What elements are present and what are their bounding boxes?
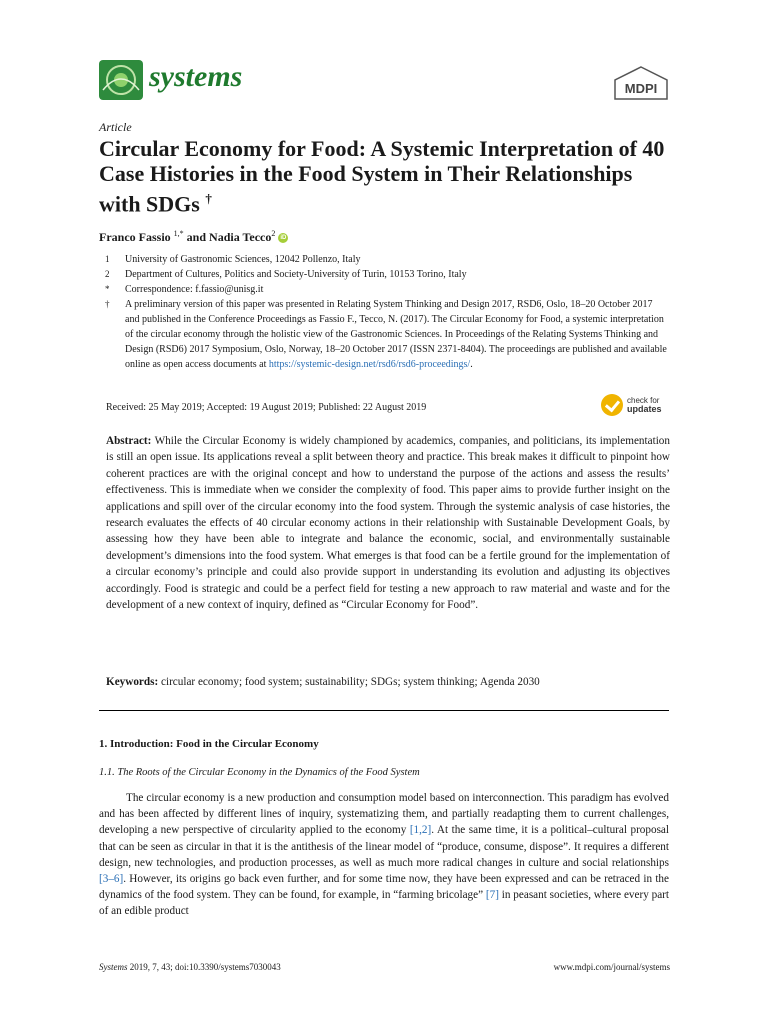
- abstract: [106, 433, 670, 613]
- abstract-text: While the Circular Economy is widely championed by academics, companies, and politicians, its implementation is still an open issue. Its applications reveal a split between theory and practice. This break makes it difficult to pinpoint how coherent practices are with the original concept and how to understand the purpose of the actions and assess the results’ effectiveness. This is immediate when we consider the complexity of food. This paper aims to provide further insight on the applications and spill over of the circular economy into the food system. Through the systemic analysis of case histories, the research evaluates the effects of 40 circular economy actions in their relationship with Sustainable Development Goals, by assessing how they have been able to integrate and balance the economic, social, and environmentally sustainable development’s dimensions into the food system. What emerges is that food can be a fertile ground for the implementation of a circular economy’s principle and could also provide support in understanding its evolution and adjusting its objectives accordingly. Food is strategic and could be a perfect field for testing a new approach to raw material and waste and for the development of a new context of inquiry, defined as “Circular Economy for Food”.: [106, 435, 670, 612]
- body-paragraph: The circular economy is a new production and consumption model based on interconnection. This paradigm has evolved and has been affected by different lines of inquiry, systematizing them, and partially readapting them to current challenges, developing a new perspective of circularity applied to the economy [1,2]. At the same time, it is a political–cultural proposal that can be seen as circular in that it is the antithesis of the linear model of “produce, consume, dispose”. It requires a different design, new technologies, and production processes, as well as much more radical changes in culture and social relationships [3–6]. However, its origins go back even further, and for some time now, they have been expressed and can be retraced in the dynamics of the food system. They can be found, for example, in “farming bricolage” [7] in peasant societies, where every part of an edible product: [99, 792, 670, 918]
- check-for-updates-button[interactable]: check for updates: [601, 393, 671, 417]
- author-affiliation-sup: 1,*: [173, 229, 184, 238]
- author-line: [99, 229, 288, 245]
- footer-citation: [99, 962, 281, 972]
- author-affiliation-sup: 2: [271, 229, 276, 238]
- citation-link[interactable]: [3–6]: [99, 873, 124, 886]
- citation-link[interactable]: [7]: [485, 889, 499, 902]
- publisher-logo: [612, 66, 670, 100]
- keywords: [106, 676, 670, 688]
- affiliations: [99, 252, 669, 372]
- proceedings-link[interactable]: https://systemic-design.net/rsd6/rsd6-proceedings/: [268, 359, 471, 370]
- citation-link[interactable]: [1,2]: [409, 824, 432, 837]
- subsection-heading: 1.1. The Roots of the Circular Economy in the Dynamics of the Food System: [99, 767, 420, 778]
- keywords-label: Keywords:: [106, 676, 159, 688]
- footer-journal: Systems: [99, 962, 128, 972]
- affiliation-item: 1 University of Gastronomic Sciences, 12042 Pollenzo, Italy: [105, 254, 361, 265]
- author-name: Franco Fassio: [99, 230, 171, 244]
- check-updates-icon: [601, 394, 623, 416]
- journal-logo-icon: [99, 60, 143, 100]
- orcid-icon[interactable]: iD: [280, 235, 287, 242]
- correspondence: * Correspondence: f.fassio@unisg.it: [105, 284, 264, 295]
- abstract-label: Abstract:: [106, 435, 152, 447]
- affiliation-item: 2 Department of Cultures, Politics and Society-University of Turin, 10153 Torino, Italy: [105, 269, 467, 280]
- keywords-text: circular economy; food system; sustainability; SDGs; system thinking; Agenda 2030: [161, 676, 540, 688]
- footer-citation-text: 2019, 7, 43; doi:10.3390/systems7030043: [129, 962, 281, 972]
- section-divider: [99, 710, 669, 711]
- publication-dates: Received: 25 May 2019; Accepted: 19 August 2019; Published: 22 August 2019: [106, 402, 427, 413]
- author-name: Nadia Tecco: [209, 230, 272, 244]
- article-title: Circular Economy for Food: A Systemic Interpretation of 40 Case Histories in the Food System in Their Relationships with SDGs †: [99, 136, 665, 217]
- author-connector: and: [186, 230, 207, 244]
- journal-name: systems: [149, 60, 243, 93]
- article-type: Article: [99, 120, 132, 134]
- publisher-name: MDPI: [624, 81, 658, 96]
- conference-note: † A preliminary version of this paper was presented in Relating System Thinking and Design 2017, RSD6, Oslo, 18–20 October 2017 and published in the Conference Proceedings as Fassio F., Tecco, N. (2017). The Circular Economy for Food, a systemic interpretation of the circular economy through the holistic view of the Gastronomic Sciences. In Proceedings of the Relating Systems Thinking and Design (RSD6) 2017 Symposium, Oslo, Norway, 18–20 October 2017 (ISSN 2371-8404). The proceedings are published and available online as open access documents at https://systemic-design.net/rsd6/rsd6-proceedings/.: [105, 299, 667, 370]
- title-dagger: †: [205, 191, 212, 206]
- footer-journal-url[interactable]: www.mdpi.com/journal/systems: [553, 962, 670, 972]
- section-heading: 1. Introduction: Food in the Circular Economy: [99, 738, 319, 750]
